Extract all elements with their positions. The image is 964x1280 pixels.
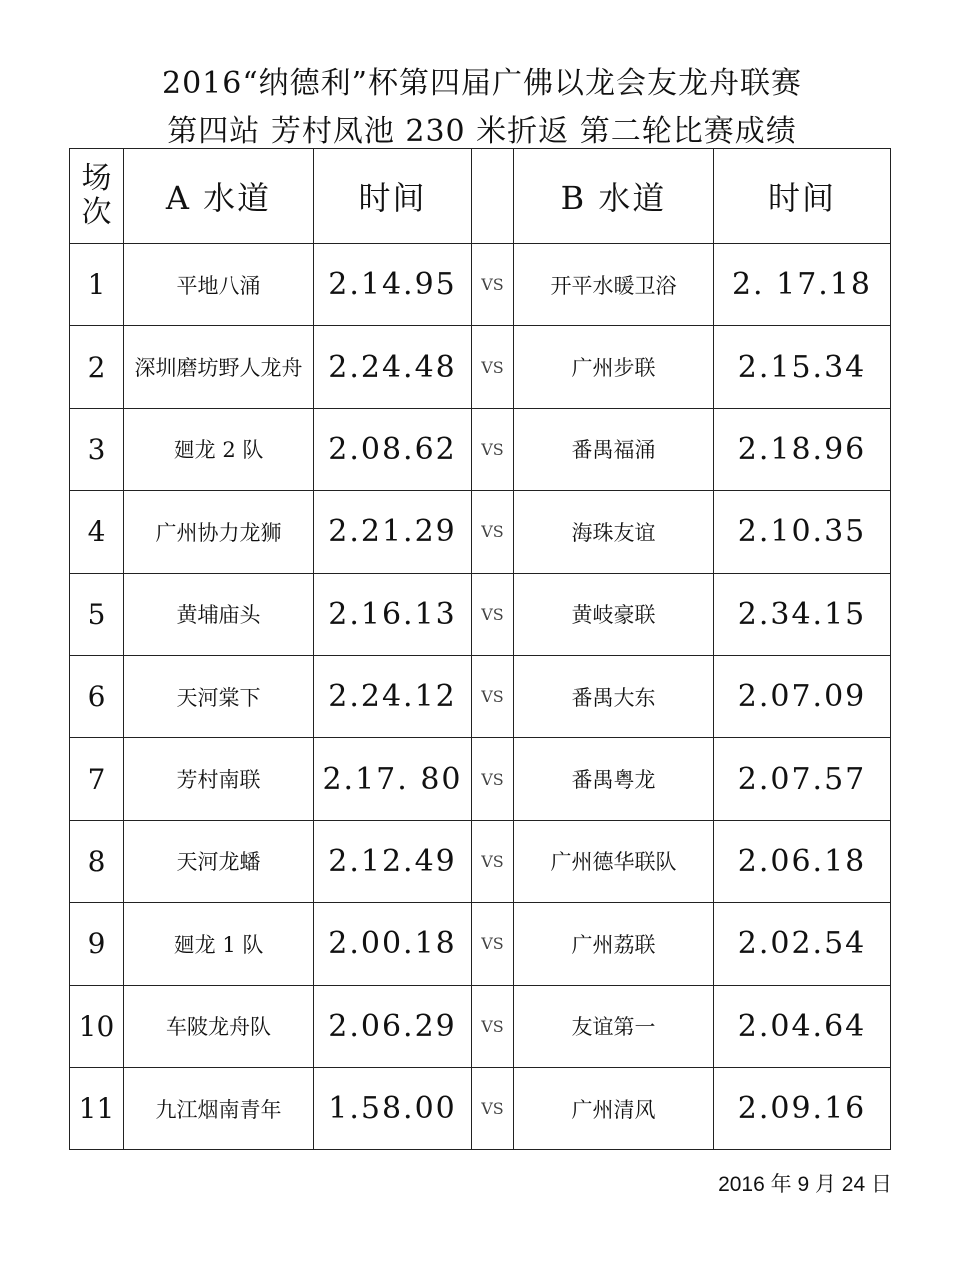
time-a: 2.14.95 <box>314 244 472 326</box>
table-row <box>70 903 891 985</box>
results-table <box>69 148 891 1150</box>
team-a: 天河龙蟠 <box>124 820 314 902</box>
team-b: 广州荔联 <box>514 903 714 985</box>
time-b: 2.09.16 <box>714 1067 891 1149</box>
table-row <box>70 655 891 737</box>
vs-label: VS <box>472 573 514 655</box>
table-row <box>70 1067 891 1149</box>
time-b: 2.07.09 <box>714 655 891 737</box>
team-b: 番禺粤龙 <box>514 738 714 820</box>
team-a: 九江烟南青年 <box>124 1067 314 1149</box>
header-lane-a: A 水道 <box>124 149 314 244</box>
team-b: 广州步联 <box>514 326 714 408</box>
time-b: 2.02.54 <box>714 903 891 985</box>
match-number: 6 <box>70 655 124 737</box>
vs-label: VS <box>472 1067 514 1149</box>
vs-label: VS <box>472 491 514 573</box>
team-a: 廻龙 1 队 <box>124 903 314 985</box>
time-a: 2.16.13 <box>314 573 472 655</box>
table-row <box>70 820 891 902</box>
team-a: 平地八涌 <box>124 244 314 326</box>
vs-label: VS <box>472 985 514 1067</box>
header-match-no-bottom: 次 <box>81 195 112 230</box>
team-b: 开平水暖卫浴 <box>514 244 714 326</box>
match-number: 8 <box>70 820 124 902</box>
vs-label: VS <box>472 655 514 737</box>
vs-label: VS <box>472 326 514 408</box>
time-a: 2.08.62 <box>314 408 472 490</box>
team-b: 友谊第一 <box>514 985 714 1067</box>
time-b: 2.15.34 <box>714 326 891 408</box>
team-a: 廻龙 2 队 <box>124 408 314 490</box>
time-a: 1.58.00 <box>314 1067 472 1149</box>
team-b: 广州德华联队 <box>514 820 714 902</box>
team-b: 海珠友谊 <box>514 491 714 573</box>
team-a: 黄埔庙头 <box>124 573 314 655</box>
time-b: 2.34.15 <box>714 573 891 655</box>
time-b: 2.18.96 <box>714 408 891 490</box>
table-row <box>70 326 891 408</box>
team-a: 天河棠下 <box>124 655 314 737</box>
vs-label: VS <box>472 738 514 820</box>
table-row <box>70 244 891 326</box>
vs-label: VS <box>472 408 514 490</box>
match-number: 1 <box>70 244 124 326</box>
header-time-a: 时间 <box>314 149 472 244</box>
time-b: 2.04.64 <box>714 985 891 1067</box>
team-a: 广州协力龙狮 <box>124 491 314 573</box>
match-number: 7 <box>70 738 124 820</box>
date-stamp: 2016 年 9 月 24 日 <box>718 1173 892 1196</box>
table-row <box>70 408 891 490</box>
team-a: 深圳磨坊野人龙舟 <box>124 326 314 408</box>
match-number: 5 <box>70 573 124 655</box>
table-row <box>70 491 891 573</box>
time-a: 2.24.12 <box>314 655 472 737</box>
header-match-no <box>70 149 124 244</box>
team-a: 芳村南联 <box>124 738 314 820</box>
time-a: 2.06.29 <box>314 985 472 1067</box>
title-line-1: 2016“纳德利”杯第四届广佛以龙会友龙舟联赛 <box>161 66 803 101</box>
time-b: 2.07.57 <box>714 738 891 820</box>
vs-label: VS <box>472 903 514 985</box>
time-a: 2.17. 80 <box>314 738 472 820</box>
match-number: 11 <box>70 1067 124 1149</box>
header-vs-blank <box>472 149 514 244</box>
time-b: 2.10.35 <box>714 491 891 573</box>
header-lane-b: B 水道 <box>514 149 714 244</box>
vs-label: VS <box>472 820 514 902</box>
team-a: 车陂龙舟队 <box>124 985 314 1067</box>
match-number: 10 <box>70 985 124 1067</box>
table-row <box>70 985 891 1067</box>
match-number: 9 <box>70 903 124 985</box>
time-b: 2. 17.18 <box>714 244 891 326</box>
header-match-no-top: 场 <box>81 161 112 196</box>
table-row <box>70 573 891 655</box>
header-time-b: 时间 <box>714 149 891 244</box>
team-b: 番禺福涌 <box>514 408 714 490</box>
team-b: 广州清风 <box>514 1067 714 1149</box>
time-a: 2.12.49 <box>314 820 472 902</box>
time-b: 2.06.18 <box>714 820 891 902</box>
team-b: 黄岐豪联 <box>514 573 714 655</box>
match-number: 4 <box>70 491 124 573</box>
team-b: 番禺大东 <box>514 655 714 737</box>
time-a: 2.24.48 <box>314 326 472 408</box>
time-a: 2.00.18 <box>314 903 472 985</box>
vs-label: VS <box>472 244 514 326</box>
match-number: 2 <box>70 326 124 408</box>
header-row <box>70 149 891 244</box>
table-row <box>70 738 891 820</box>
match-number: 3 <box>70 408 124 490</box>
title-line-2: 第四站 芳村凤池 230 米折返 第二轮比赛成绩 <box>167 114 797 149</box>
time-a: 2.21.29 <box>314 491 472 573</box>
